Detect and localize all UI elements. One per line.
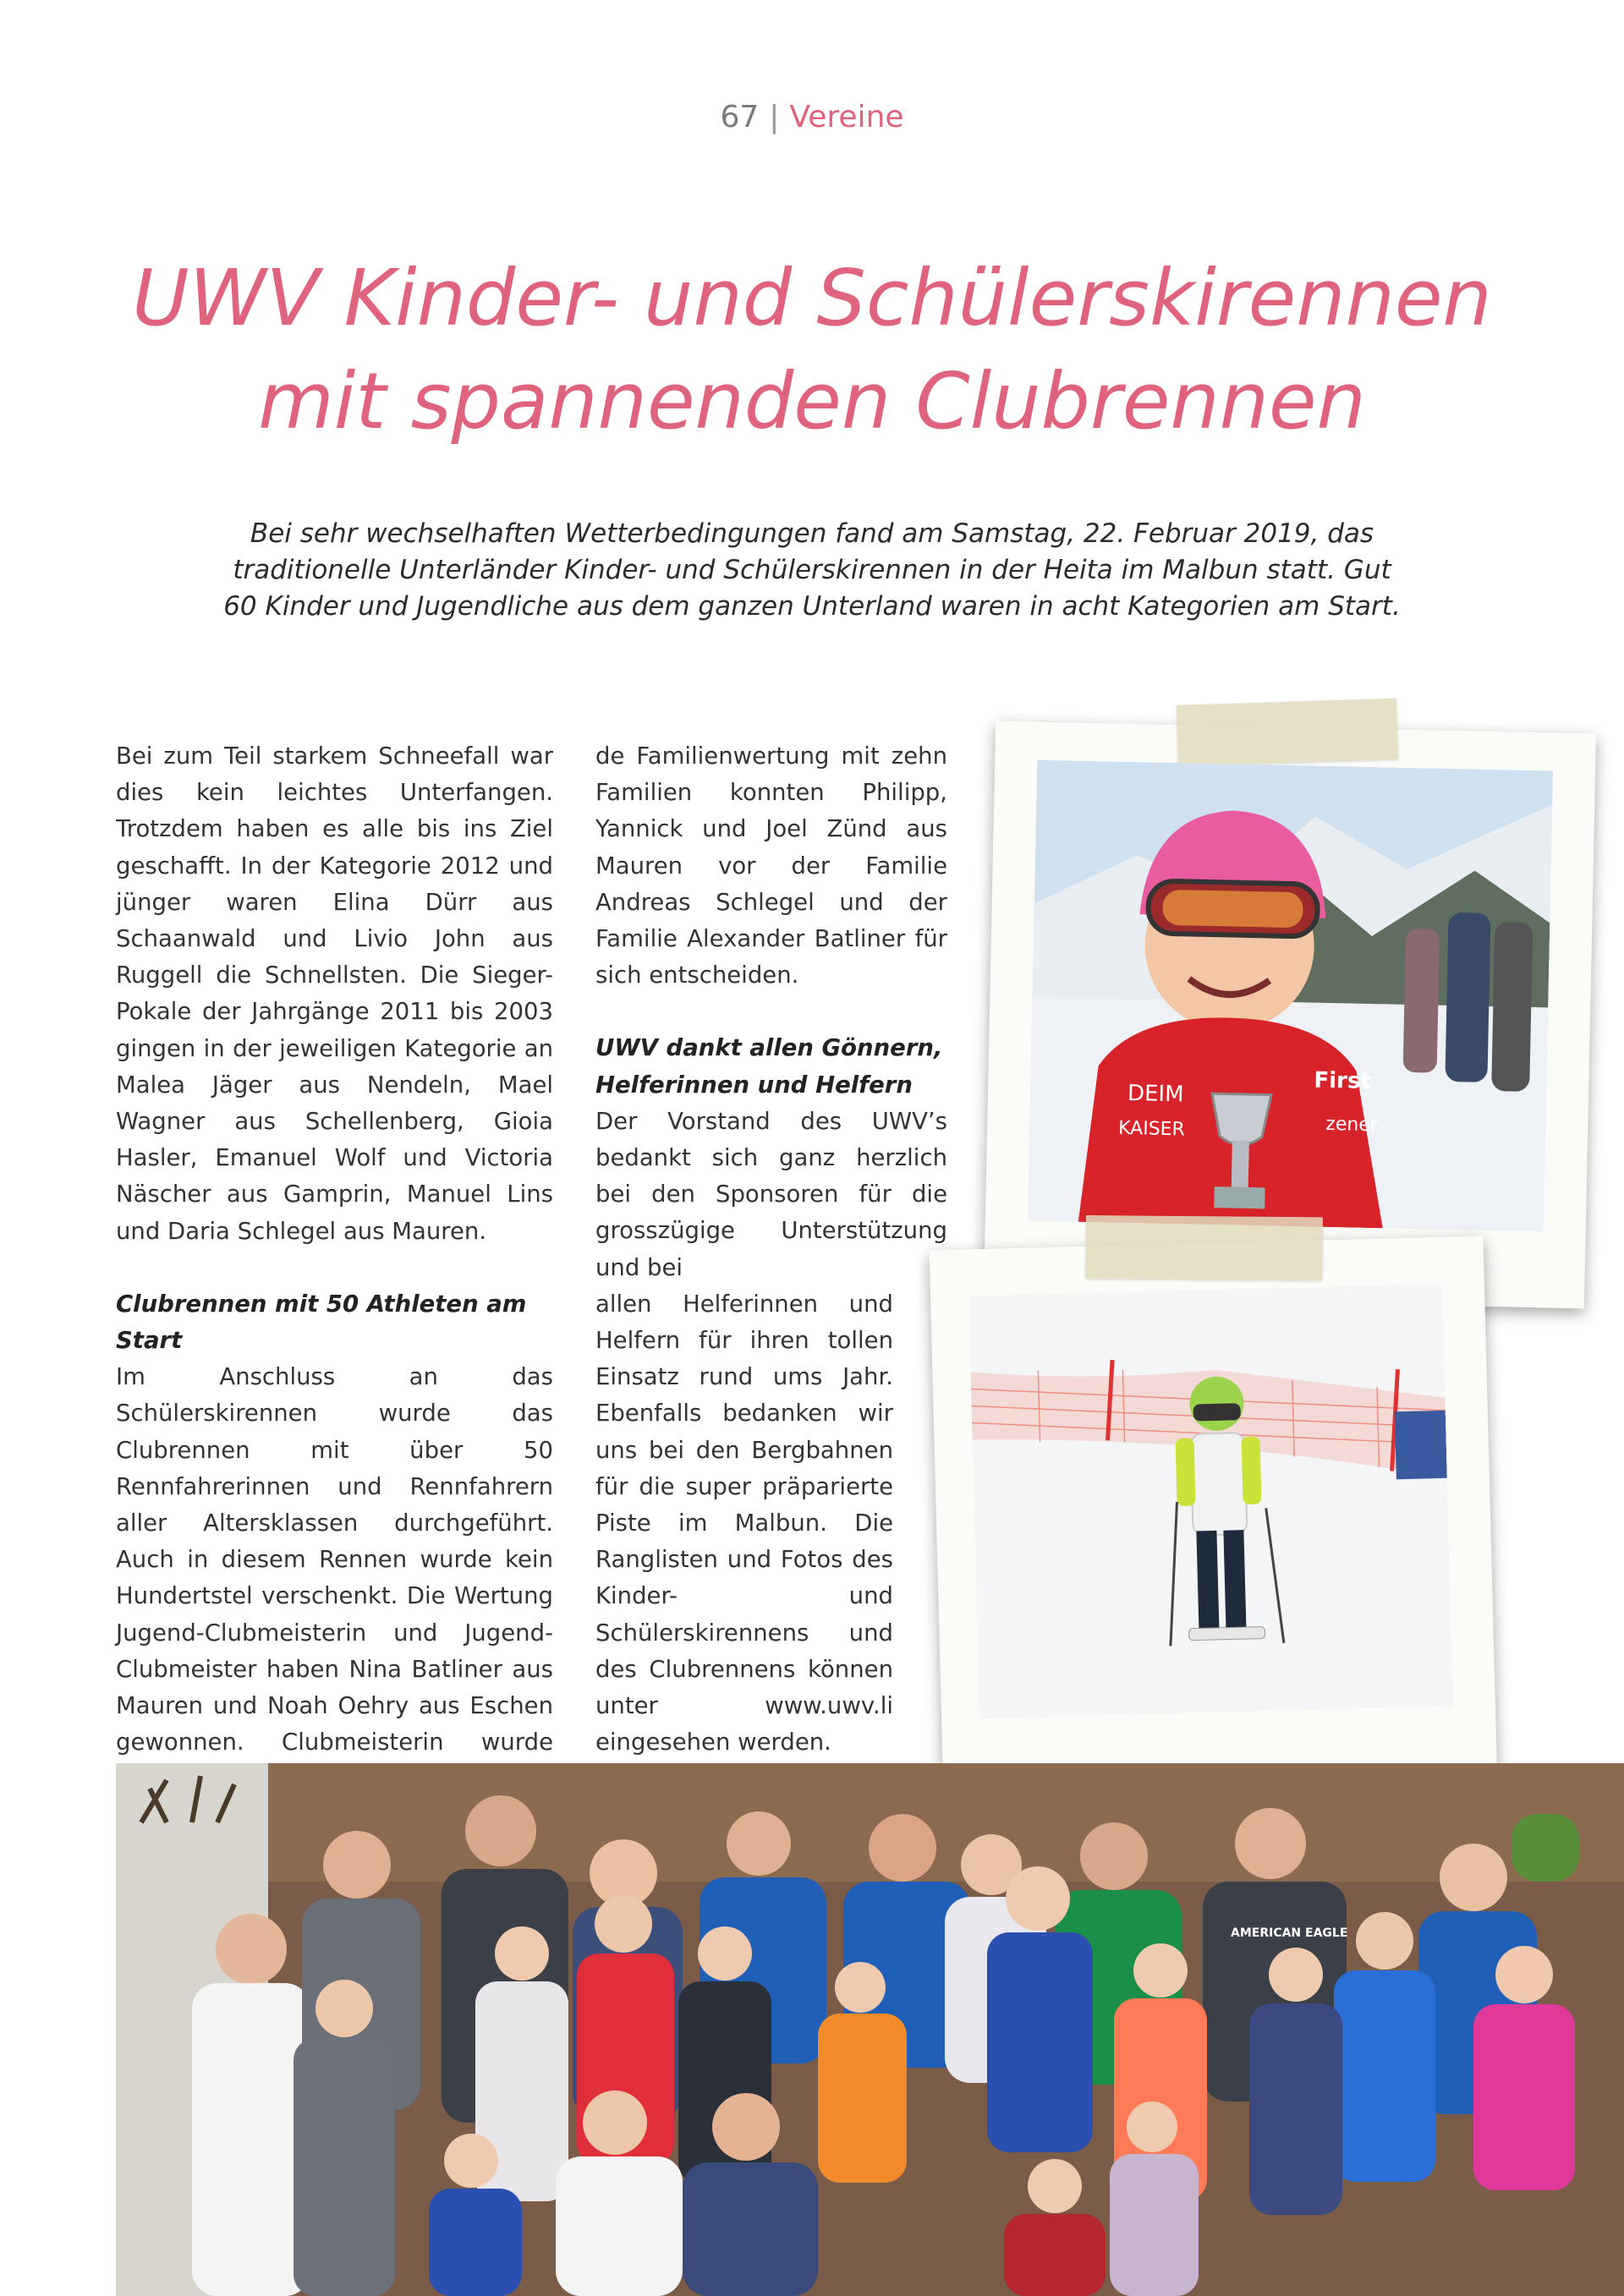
jacket-print-2: First [1314, 1067, 1372, 1095]
page-number: 67 [720, 100, 760, 134]
photo-group [116, 1763, 1624, 2296]
photo-group-image [116, 1763, 1624, 2296]
col1-paragraph-1: Bei zum Teil starkem Schneefall war dies kein leichtes Unterfangen. Trotzdem haben es alle bis ins Ziel geschafft. In der Kategorie 2012 und jünger waren Elina Dürr aus Schaanwald und Livio John aus Ruggell die Schnellsten. Die Sieger-Pokale der Jahrgänge 2011 bis 2003 gingen in der jeweiligen Kategorie an Malea Jäger aus Nendeln, Mael Wagner aus Schellenberg, Gioia Hasler, Emanuel Wolf und Victoria Näscher aus Gamprin, Manuel Lins und Daria Schlegel aus Mauren. [116, 743, 553, 1245]
photo-child-skiing [968, 1284, 1453, 1718]
shirt-print: AMERICAN EAGLE [1231, 1926, 1348, 1940]
article-lead: Bei sehr wechselhaften Wetterbedingungen fand am Samstag, 22. Februar 2019, das traditionelle Unterländer Kinder- und Schülerskirennen in der Heita im Malbun statt. Gut 60 Kinder und Jugendliche aus dem ganzen Unterland waren in acht Kategorien am Start. [223, 518, 1401, 622]
tape-strip [1085, 1215, 1323, 1280]
jacket-print-1: DEIM [1127, 1081, 1184, 1108]
title-line-1: UWV Kinder- und Schülerskirennen [132, 253, 1492, 343]
jacket-print-4: zener [1325, 1113, 1379, 1137]
page-header [0, 100, 1624, 134]
photo-frame-child-skiing [930, 1236, 1498, 1800]
col2-paragraph-2b: allen Helferinnen und Helfern für ihren tollen Einsatz rund ums Jahr. Ebenfalls bedanken wir uns bei den Bergbahnen für die super präparierte Piste im Malbun. Die Ranglisten und Fotos des Kinder- und Schülerskirennens und des Clubrennens können unter www.uwv.li eingesehen werden. [595, 1290, 893, 1756]
col2-paragraph-2a: Der Vorstand des UWV’s bedankt sich ganz herzlich bei den Sponsoren für die grosszügige Unterstützung und bei [595, 1107, 947, 1281]
col1-subheading: Clubrennen mit 50 Athleten am Start [116, 1290, 527, 1355]
jacket-print-3: KAISER [1117, 1117, 1186, 1141]
photo-child-trophy [1028, 760, 1553, 1232]
text-column-1 [116, 738, 553, 1871]
col2-subheading: UWV dankt allen Gönnern, Helferinnen und Helfern [595, 1034, 943, 1099]
tape-strip [1177, 699, 1398, 766]
photo-child-trophy-image [1028, 760, 1553, 1232]
title-line-2: mit spannenden Clubrennen [258, 356, 1366, 447]
text-column-2 [595, 738, 947, 1761]
photo-child-skiing-image [968, 1284, 1453, 1718]
article-title [0, 247, 1624, 453]
header-separator: | [769, 100, 780, 134]
col2-paragraph-1: de Familienwertung mit zehn Familien konnten Philipp, Yannick und Joel Zünd aus Mauren vor der Familie Andreas Schlegel und der Familie Alexander Batliner für sich entscheiden. [595, 743, 947, 989]
col1-paragraph-2: Im Anschluss an das Schülerskirennen wurde das Clubrennen mit über 50 Rennfahrerinnen und Rennfahrern aller Altersklassen durchgeführt. Auch in diesem Rennen wurde kein Hundertstel verschenkt. Die Wertung Jugend-Clubmeisterin und Jugend-Clubmeister haben Nina Batliner aus Mauren und Noah Oehry aus Eschen gewonnen. Clubmeisterin wurde [116, 1363, 553, 1756]
section-name: Vereine [789, 100, 904, 134]
